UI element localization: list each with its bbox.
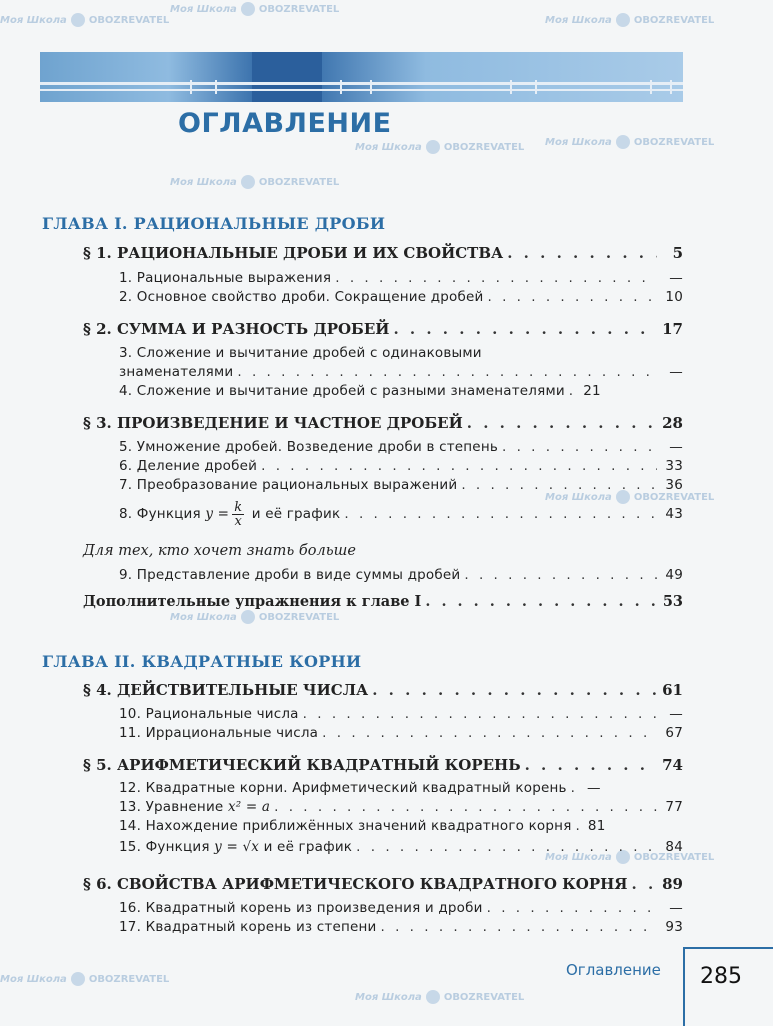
toc-item[interactable]: 16. Квадратный корень из произведения и дроби . . . — <box>119 900 683 916</box>
toc-item[interactable]: 8. Функция y = $\frac{k}{x}$ и её график . . . 43 <box>119 498 683 530</box>
toc-item[interactable]: 15. Функция y = √x и её график . . . 84 <box>119 839 683 855</box>
toc-item[interactable]: 17. Квадратный корень из степени . . . 93 <box>119 919 683 935</box>
toc-section[interactable]: Дополнительные упражнения к главе I . . . 53 <box>83 593 683 610</box>
page-title: ОГЛАВЛЕНИЕ <box>178 108 392 139</box>
watermark: Моя Школа OBOZREVATEL <box>0 15 170 26</box>
toc-item[interactable]: 2. Основное свойство дроби. Сокращение дробей . . . 10 <box>119 289 683 305</box>
watermark: Моя Школа OBOZREVATEL <box>170 177 340 188</box>
toc-item[interactable]: 13. Уравнение x² = a . . . 77 <box>119 799 683 815</box>
toc-item-continued[interactable]: знаменателями . . . — <box>119 364 683 380</box>
toc-section[interactable]: § 5. АРИФМЕТИЧЕСКИЙ КВАДРАТНЫЙ КОРЕНЬ . . . 74 <box>83 756 683 774</box>
watermark: Моя Школа OBOZREVATEL <box>0 974 170 985</box>
toc-item[interactable]: 5. Умножение дробей. Возведение дроби в степень . . . — <box>119 439 683 455</box>
watermark: Моя Школа OBOZREVATEL <box>545 15 715 26</box>
watermark: Моя Школа OBOZREVATEL <box>355 142 525 153</box>
watermark: Моя Школа OBOZREVATEL <box>170 4 340 15</box>
chapter-title: ГЛАВА II. КВАДРАТНЫЕ КОРНИ <box>42 652 362 671</box>
toc-item[interactable]: 11. Иррациональные числа . . . 67 <box>119 725 683 741</box>
fraction: $\frac{k}{x}$ <box>234 499 243 529</box>
toc-section[interactable]: § 4. ДЕЙСТВИТЕЛЬНЫЕ ЧИСЛА . . . 61 <box>83 681 683 699</box>
watermark: Моя Школа OBOZREVATEL <box>355 992 525 1003</box>
watermark: Моя Школа OBOZREVATEL <box>545 492 715 503</box>
watermark: Моя Школа OBOZREVATEL <box>170 612 340 623</box>
toc-item[interactable]: 9. Представление дроби в виде суммы дробей . . . 49 <box>119 567 683 583</box>
toc-item[interactable]: 4. Сложение и вычитание дробей с разными знаменателями . . . 21 <box>119 383 683 399</box>
bonus-heading: Для тех, кто хочет знать больше <box>83 543 356 559</box>
footer-label: Оглавление <box>566 961 661 979</box>
toc-section[interactable]: § 3. ПРОИЗВЕДЕНИЕ И ЧАСТНОЕ ДРОБЕЙ . . . 28 <box>83 414 683 432</box>
toc-item[interactable]: 6. Деление дробей . . . 33 <box>119 458 683 474</box>
watermark: Моя Школа OBOZREVATEL <box>545 852 715 863</box>
toc-item[interactable]: 12. Квадратные корни. Арифметический квадратный корень . . . — <box>119 780 683 796</box>
chapter-title: ГЛАВА I. РАЦИОНАЛЬНЫЕ ДРОБИ <box>42 214 386 233</box>
toc-item[interactable]: 3. Сложение и вычитание дробей с одинаковыми <box>119 345 482 361</box>
toc-item[interactable]: 10. Рациональные числа . . . — <box>119 706 683 722</box>
toc-item[interactable]: 14. Нахождение приближённых значений квадратного корня . . . 81 <box>119 818 683 834</box>
page-number: 285 <box>700 964 742 989</box>
header-banner <box>40 52 683 102</box>
toc-section[interactable]: § 6. СВОЙСТВА АРИФМЕТИЧЕСКОГО КВАДРАТНОГО КОРНЯ . . . 89 <box>83 875 683 893</box>
toc-item[interactable]: 1. Рациональные выражения . . . — <box>119 270 683 286</box>
toc-section[interactable]: § 2. СУММА И РАЗНОСТЬ ДРОБЕЙ . . . 17 <box>83 320 683 338</box>
watermark: Моя Школа OBOZREVATEL <box>545 137 715 148</box>
toc-item[interactable]: 7. Преобразование рациональных выражений . . . 36 <box>119 477 683 493</box>
toc-section[interactable]: § 1. РАЦИОНАЛЬНЫЕ ДРОБИ И ИХ СВОЙСТВА . . . 5 <box>83 244 683 262</box>
